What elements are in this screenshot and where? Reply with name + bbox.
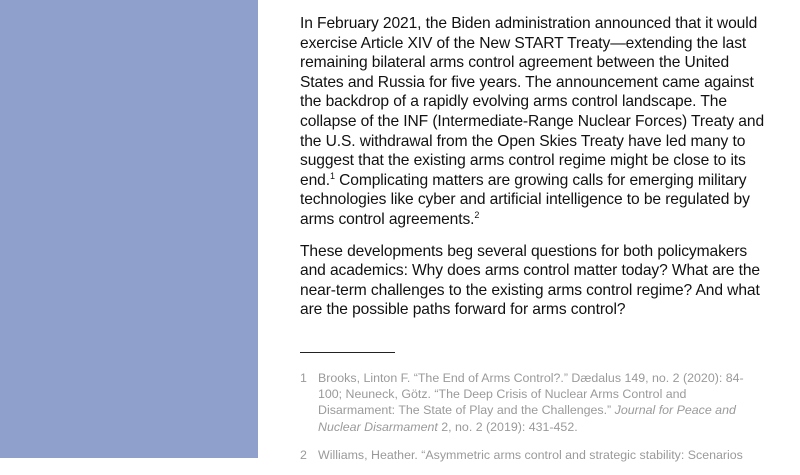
footnote-ref-1[interactable]: 1 — [329, 170, 335, 181]
paragraph-1 — [300, 14, 770, 230]
footnote-separator — [300, 352, 395, 353]
footnote-item — [300, 370, 760, 435]
footnote-number: 2 — [300, 447, 307, 462]
cropped-heading — [300, 0, 740, 4]
footnote-text-a: Brooks, Linton F. “The End of Arms Control?.” Dædalus 149, no. 2 (2020): 84-100; Neuneck, Götz. “The Deep Crisis of Nuclear Arms Control and Disarmament: The State of Play and the Challenges.” — [318, 371, 744, 418]
paragraph-1-text-a: In February 2021, the Biden administration announced that it would exercise Article XIV of the New START Treaty—extending the last remaining bilateral arms control agreement between the United States and Russia for five years. The announcement came against the backdrop of a rapidly evolving arms control landscape. The collapse of the INF (Intermediate-Range Nuclear Forces) Treaty and the U.S. withdrawal from the Open Skies Treaty have led many to suggest that the existing arms control regime might be close to its end. — [300, 15, 765, 189]
sidebar-panel — [0, 0, 258, 458]
footnote-journal: Journal for Peace and Nuclear Disarmament — [318, 403, 736, 434]
main-body — [300, 14, 770, 320]
footnote-text-b: 2, no. 2 (2019): 431-452. — [437, 419, 578, 434]
footnotes — [300, 370, 760, 475]
paragraph-2: These developments beg several questions for both policymakers and academics: Why does arms control matter today? What are the near-term challenges to the existing arms control regime? And what are the possible paths forward for arms control? — [300, 242, 760, 319]
footnote-ref-2[interactable]: 2 — [474, 209, 480, 220]
footnote-text — [318, 448, 743, 462]
footnote-text — [318, 371, 744, 434]
footnote-item — [300, 447, 760, 463]
footnote-number: 1 — [300, 371, 307, 385]
paragraph-1-text-b: Complicating matters are growing calls for emerging military technologies like cyber and artificial intelligence to be regulated by arms control agreements. — [300, 171, 750, 228]
footnote-text-a: Williams, Heather. “Asymmetric arms control and strategic stability: Scenarios — [318, 447, 743, 462]
